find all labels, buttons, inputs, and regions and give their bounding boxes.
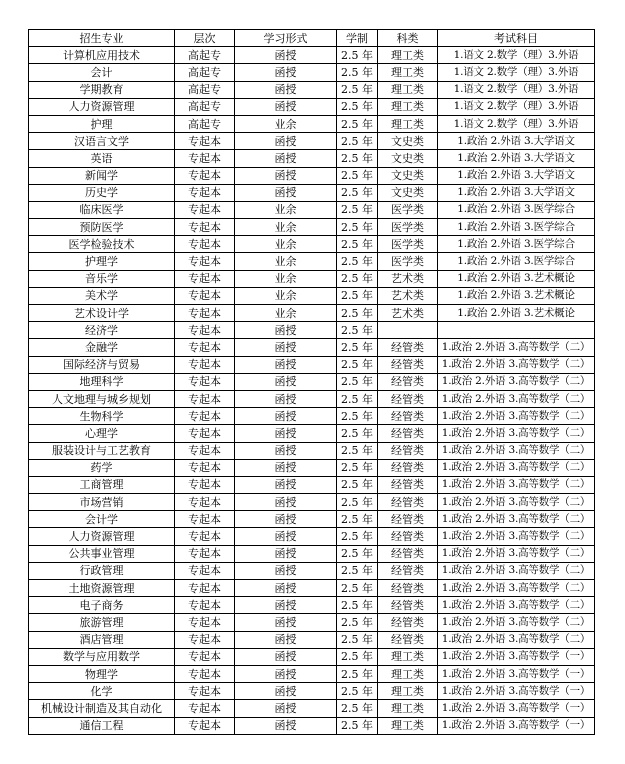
table-row bbox=[29, 614, 595, 631]
header-level: 层次 bbox=[175, 30, 235, 47]
cell-major: 护理学 bbox=[29, 253, 175, 270]
cell-duration: 2.5 年 bbox=[337, 287, 378, 304]
table-row bbox=[29, 700, 595, 717]
header-duration: 学制 bbox=[337, 30, 378, 47]
table-row bbox=[29, 270, 595, 287]
table-row bbox=[29, 322, 595, 339]
cell-level: 专起本 bbox=[175, 373, 235, 390]
cell-category: 医学类 bbox=[378, 219, 438, 236]
table-row bbox=[29, 339, 595, 356]
table-row bbox=[29, 167, 595, 184]
table-row bbox=[29, 459, 595, 476]
cell-level: 高起专 bbox=[175, 115, 235, 132]
cell-category: 文史类 bbox=[378, 150, 438, 167]
cell-duration: 2.5 年 bbox=[337, 150, 378, 167]
cell-level: 专起本 bbox=[175, 236, 235, 253]
cell-level: 专起本 bbox=[175, 390, 235, 407]
cell-category: 理工类 bbox=[378, 683, 438, 700]
cell-level: 专起本 bbox=[175, 511, 235, 528]
cell-duration: 2.5 年 bbox=[337, 390, 378, 407]
cell-duration: 2.5 年 bbox=[337, 580, 378, 597]
cell-exam-subjects: 1.政治 2.外语 3.医学综合 bbox=[438, 236, 595, 253]
cell-duration: 2.5 年 bbox=[337, 184, 378, 201]
cell-category: 医学类 bbox=[378, 236, 438, 253]
cell-level: 专起本 bbox=[175, 287, 235, 304]
cell-study-form: 函授 bbox=[235, 98, 337, 115]
cell-study-form: 函授 bbox=[235, 545, 337, 562]
cell-major: 音乐学 bbox=[29, 270, 175, 287]
cell-category: 经管类 bbox=[378, 511, 438, 528]
cell-exam-subjects: 1.语文 2.数学（理）3.外语 bbox=[438, 115, 595, 132]
cell-category: 理工类 bbox=[378, 47, 438, 64]
cell-major: 化学 bbox=[29, 683, 175, 700]
cell-exam-subjects: 1.语文 2.数学（理）3.外语 bbox=[438, 64, 595, 81]
cell-category: 经管类 bbox=[378, 614, 438, 631]
cell-category: 经管类 bbox=[378, 476, 438, 493]
cell-duration: 2.5 年 bbox=[337, 494, 378, 511]
table-row bbox=[29, 597, 595, 614]
cell-study-form: 函授 bbox=[235, 597, 337, 614]
cell-major: 心理学 bbox=[29, 425, 175, 442]
cell-study-form: 业余 bbox=[235, 236, 337, 253]
table-row bbox=[29, 494, 595, 511]
cell-major: 电子商务 bbox=[29, 597, 175, 614]
cell-level: 专起本 bbox=[175, 597, 235, 614]
cell-level: 专起本 bbox=[175, 665, 235, 682]
cell-duration: 2.5 年 bbox=[337, 562, 378, 579]
cell-major: 历史学 bbox=[29, 184, 175, 201]
cell-major: 工商管理 bbox=[29, 476, 175, 493]
cell-duration: 2.5 年 bbox=[337, 322, 378, 339]
cell-level: 高起专 bbox=[175, 64, 235, 81]
cell-duration: 2.5 年 bbox=[337, 167, 378, 184]
cell-study-form: 函授 bbox=[235, 717, 337, 734]
cell-major: 通信工程 bbox=[29, 717, 175, 734]
cell-exam-subjects: 1.政治 2.外语 3.高等数学（二） bbox=[438, 459, 595, 476]
table-body bbox=[29, 47, 595, 735]
cell-major: 美术学 bbox=[29, 287, 175, 304]
cell-major: 预防医学 bbox=[29, 219, 175, 236]
cell-study-form: 业余 bbox=[235, 201, 337, 218]
cell-duration: 2.5 年 bbox=[337, 511, 378, 528]
cell-major: 新闻学 bbox=[29, 167, 175, 184]
cell-major: 艺术设计学 bbox=[29, 305, 175, 322]
cell-category: 理工类 bbox=[378, 700, 438, 717]
cell-study-form: 业余 bbox=[235, 115, 337, 132]
cell-study-form: 函授 bbox=[235, 511, 337, 528]
cell-level: 专起本 bbox=[175, 683, 235, 700]
cell-major: 行政管理 bbox=[29, 562, 175, 579]
cell-duration: 2.5 年 bbox=[337, 270, 378, 287]
cell-exam-subjects: 1.政治 2.外语 3.大学语文 bbox=[438, 133, 595, 150]
table-row bbox=[29, 476, 595, 493]
cell-exam-subjects: 1.政治 2.外语 3.高等数学（二） bbox=[438, 631, 595, 648]
table-row bbox=[29, 219, 595, 236]
cell-major: 计算机应用技术 bbox=[29, 47, 175, 64]
cell-exam-subjects: 1.政治 2.外语 3.大学语文 bbox=[438, 184, 595, 201]
cell-level: 专起本 bbox=[175, 425, 235, 442]
table-row bbox=[29, 287, 595, 304]
cell-major: 临床医学 bbox=[29, 201, 175, 218]
cell-exam-subjects: 1.政治 2.外语 3.高等数学（二） bbox=[438, 494, 595, 511]
cell-study-form: 函授 bbox=[235, 631, 337, 648]
cell-exam-subjects: 1.政治 2.外语 3.高等数学（二） bbox=[438, 339, 595, 356]
cell-duration: 2.5 年 bbox=[337, 545, 378, 562]
cell-category: 经管类 bbox=[378, 562, 438, 579]
cell-duration: 2.5 年 bbox=[337, 683, 378, 700]
cell-exam-subjects: 1.政治 2.外语 3.高等数学（二） bbox=[438, 442, 595, 459]
cell-level: 专起本 bbox=[175, 167, 235, 184]
cell-level: 专起本 bbox=[175, 133, 235, 150]
cell-duration: 2.5 年 bbox=[337, 528, 378, 545]
cell-study-form: 函授 bbox=[235, 184, 337, 201]
table-row bbox=[29, 253, 595, 270]
enrollment-table bbox=[28, 29, 595, 735]
cell-study-form: 函授 bbox=[235, 81, 337, 98]
table-row bbox=[29, 305, 595, 322]
cell-study-form: 函授 bbox=[235, 133, 337, 150]
cell-category: 理工类 bbox=[378, 81, 438, 98]
cell-major: 市场营销 bbox=[29, 494, 175, 511]
cell-exam-subjects: 1.政治 2.外语 3.大学语文 bbox=[438, 150, 595, 167]
cell-category: 理工类 bbox=[378, 648, 438, 665]
cell-duration: 2.5 年 bbox=[337, 115, 378, 132]
cell-duration: 2.5 年 bbox=[337, 133, 378, 150]
cell-exam-subjects: 1.政治 2.外语 3.高等数学（二） bbox=[438, 373, 595, 390]
cell-level: 专起本 bbox=[175, 614, 235, 631]
cell-major: 数学与应用数学 bbox=[29, 648, 175, 665]
cell-level: 专起本 bbox=[175, 150, 235, 167]
cell-category: 文史类 bbox=[378, 167, 438, 184]
cell-duration: 2.5 年 bbox=[337, 700, 378, 717]
cell-exam-subjects: 1.政治 2.外语 3.医学综合 bbox=[438, 253, 595, 270]
cell-study-form: 函授 bbox=[235, 494, 337, 511]
cell-duration: 2.5 年 bbox=[337, 305, 378, 322]
cell-exam-subjects: 1.政治 2.外语 3.艺术概论 bbox=[438, 270, 595, 287]
table-row bbox=[29, 442, 595, 459]
cell-category: 经管类 bbox=[378, 631, 438, 648]
cell-exam-subjects: 1.政治 2.外语 3.医学综合 bbox=[438, 219, 595, 236]
cell-exam-subjects: 1.政治 2.外语 3.高等数学（二） bbox=[438, 511, 595, 528]
cell-study-form: 函授 bbox=[235, 339, 337, 356]
cell-duration: 2.5 年 bbox=[337, 459, 378, 476]
cell-category: 经管类 bbox=[378, 408, 438, 425]
cell-duration: 2.5 年 bbox=[337, 64, 378, 81]
cell-duration: 2.5 年 bbox=[337, 648, 378, 665]
cell-level: 专起本 bbox=[175, 494, 235, 511]
cell-study-form: 函授 bbox=[235, 476, 337, 493]
cell-duration: 2.5 年 bbox=[337, 356, 378, 373]
cell-major: 服装设计与工艺教育 bbox=[29, 442, 175, 459]
cell-study-form: 函授 bbox=[235, 150, 337, 167]
cell-major: 人力资源管理 bbox=[29, 98, 175, 115]
cell-category: 医学类 bbox=[378, 253, 438, 270]
cell-level: 专起本 bbox=[175, 356, 235, 373]
cell-duration: 2.5 年 bbox=[337, 253, 378, 270]
cell-major: 汉语言文学 bbox=[29, 133, 175, 150]
table-row bbox=[29, 580, 595, 597]
cell-category: 经管类 bbox=[378, 339, 438, 356]
cell-level: 专起本 bbox=[175, 459, 235, 476]
cell-exam-subjects: 1.政治 2.外语 3.高等数学（二） bbox=[438, 614, 595, 631]
cell-study-form: 函授 bbox=[235, 322, 337, 339]
cell-study-form: 函授 bbox=[235, 665, 337, 682]
cell-level: 专起本 bbox=[175, 648, 235, 665]
cell-exam-subjects: 1.政治 2.外语 3.高等数学（二） bbox=[438, 580, 595, 597]
cell-exam-subjects: 1.政治 2.外语 3.高等数学（二） bbox=[438, 356, 595, 373]
cell-duration: 2.5 年 bbox=[337, 47, 378, 64]
cell-duration: 2.5 年 bbox=[337, 339, 378, 356]
table-row bbox=[29, 390, 595, 407]
cell-category: 经管类 bbox=[378, 528, 438, 545]
table-row bbox=[29, 201, 595, 218]
table-row bbox=[29, 528, 595, 545]
header-major: 招生专业 bbox=[29, 30, 175, 47]
table-row bbox=[29, 373, 595, 390]
cell-category: 文史类 bbox=[378, 184, 438, 201]
table-row bbox=[29, 631, 595, 648]
cell-category: 理工类 bbox=[378, 665, 438, 682]
cell-level: 专起本 bbox=[175, 700, 235, 717]
header-exam-subjects: 考试科目 bbox=[438, 30, 595, 47]
cell-major: 英语 bbox=[29, 150, 175, 167]
cell-exam-subjects: 1.政治 2.外语 3.艺术概论 bbox=[438, 287, 595, 304]
cell-exam-subjects: 1.政治 2.外语 3.高等数学（二） bbox=[438, 528, 595, 545]
cell-study-form: 函授 bbox=[235, 442, 337, 459]
cell-level: 专起本 bbox=[175, 305, 235, 322]
cell-exam-subjects: 1.政治 2.外语 3.高等数学（二） bbox=[438, 425, 595, 442]
table-row bbox=[29, 356, 595, 373]
cell-study-form: 函授 bbox=[235, 614, 337, 631]
cell-exam-subjects: 1.政治 2.外语 3.高等数学（一） bbox=[438, 683, 595, 700]
table-row bbox=[29, 184, 595, 201]
cell-level: 专起本 bbox=[175, 562, 235, 579]
cell-category bbox=[378, 322, 438, 339]
table-row bbox=[29, 115, 595, 132]
cell-major: 地理科学 bbox=[29, 373, 175, 390]
header-study-form: 学习形式 bbox=[235, 30, 337, 47]
cell-duration: 2.5 年 bbox=[337, 631, 378, 648]
cell-exam-subjects: 1.政治 2.外语 3.高等数学（二） bbox=[438, 390, 595, 407]
cell-level: 专起本 bbox=[175, 201, 235, 218]
cell-category: 经管类 bbox=[378, 425, 438, 442]
cell-exam-subjects: 1.政治 2.外语 3.医学综合 bbox=[438, 201, 595, 218]
cell-study-form: 函授 bbox=[235, 425, 337, 442]
table-row bbox=[29, 81, 595, 98]
cell-exam-subjects: 1.政治 2.外语 3.大学语文 bbox=[438, 167, 595, 184]
cell-category: 经管类 bbox=[378, 442, 438, 459]
cell-exam-subjects: 1.政治 2.外语 3.高等数学（一） bbox=[438, 700, 595, 717]
cell-category: 医学类 bbox=[378, 201, 438, 218]
cell-major: 土地资源管理 bbox=[29, 580, 175, 597]
cell-major: 旅游管理 bbox=[29, 614, 175, 631]
cell-major: 会计学 bbox=[29, 511, 175, 528]
cell-study-form: 业余 bbox=[235, 253, 337, 270]
cell-major: 酒店管理 bbox=[29, 631, 175, 648]
cell-category: 经管类 bbox=[378, 390, 438, 407]
table-row bbox=[29, 665, 595, 682]
cell-level: 专起本 bbox=[175, 631, 235, 648]
table-row bbox=[29, 648, 595, 665]
cell-duration: 2.5 年 bbox=[337, 236, 378, 253]
cell-major: 护理 bbox=[29, 115, 175, 132]
table-row bbox=[29, 98, 595, 115]
cell-study-form: 函授 bbox=[235, 390, 337, 407]
cell-study-form: 函授 bbox=[235, 580, 337, 597]
cell-study-form: 函授 bbox=[235, 683, 337, 700]
cell-level: 专起本 bbox=[175, 442, 235, 459]
table-row bbox=[29, 545, 595, 562]
cell-study-form: 函授 bbox=[235, 528, 337, 545]
cell-level: 专起本 bbox=[175, 253, 235, 270]
table-row bbox=[29, 133, 595, 150]
cell-level: 专起本 bbox=[175, 528, 235, 545]
cell-study-form: 函授 bbox=[235, 47, 337, 64]
cell-major: 人文地理与城乡规划 bbox=[29, 390, 175, 407]
cell-duration: 2.5 年 bbox=[337, 98, 378, 115]
cell-study-form: 业余 bbox=[235, 305, 337, 322]
cell-major: 机械设计制造及其自动化 bbox=[29, 700, 175, 717]
cell-duration: 2.5 年 bbox=[337, 201, 378, 218]
cell-exam-subjects: 1.语文 2.数学（理）3.外语 bbox=[438, 81, 595, 98]
cell-major: 生物科学 bbox=[29, 408, 175, 425]
table-row bbox=[29, 511, 595, 528]
cell-category: 理工类 bbox=[378, 98, 438, 115]
cell-study-form: 函授 bbox=[235, 700, 337, 717]
cell-study-form: 函授 bbox=[235, 356, 337, 373]
cell-exam-subjects: 1.语文 2.数学（理）3.外语 bbox=[438, 47, 595, 64]
cell-study-form: 函授 bbox=[235, 562, 337, 579]
cell-duration: 2.5 年 bbox=[337, 597, 378, 614]
cell-category: 理工类 bbox=[378, 717, 438, 734]
cell-category: 经管类 bbox=[378, 459, 438, 476]
cell-study-form: 函授 bbox=[235, 373, 337, 390]
cell-exam-subjects: 1.政治 2.外语 3.高等数学（二） bbox=[438, 545, 595, 562]
cell-study-form: 函授 bbox=[235, 648, 337, 665]
cell-level: 专起本 bbox=[175, 322, 235, 339]
cell-duration: 2.5 年 bbox=[337, 717, 378, 734]
cell-exam-subjects: 1.语文 2.数学（理）3.外语 bbox=[438, 98, 595, 115]
table-header-row bbox=[29, 30, 595, 47]
cell-major: 人力资源管理 bbox=[29, 528, 175, 545]
cell-category: 经管类 bbox=[378, 356, 438, 373]
cell-level: 专起本 bbox=[175, 270, 235, 287]
cell-category: 理工类 bbox=[378, 64, 438, 81]
cell-study-form: 函授 bbox=[235, 459, 337, 476]
cell-level: 专起本 bbox=[175, 339, 235, 356]
cell-major: 金融学 bbox=[29, 339, 175, 356]
cell-major: 会计 bbox=[29, 64, 175, 81]
table-row bbox=[29, 562, 595, 579]
cell-level: 专起本 bbox=[175, 476, 235, 493]
cell-duration: 2.5 年 bbox=[337, 476, 378, 493]
cell-category: 经管类 bbox=[378, 545, 438, 562]
cell-category: 经管类 bbox=[378, 373, 438, 390]
cell-duration: 2.5 年 bbox=[337, 219, 378, 236]
cell-exam-subjects: 1.政治 2.外语 3.高等数学（一） bbox=[438, 665, 595, 682]
cell-category: 艺术类 bbox=[378, 305, 438, 322]
table-row bbox=[29, 425, 595, 442]
header-category: 科类 bbox=[378, 30, 438, 47]
cell-duration: 2.5 年 bbox=[337, 408, 378, 425]
cell-exam-subjects: 1.政治 2.外语 3.艺术概论 bbox=[438, 305, 595, 322]
cell-duration: 2.5 年 bbox=[337, 373, 378, 390]
cell-major: 公共事业管理 bbox=[29, 545, 175, 562]
cell-level: 高起专 bbox=[175, 47, 235, 64]
cell-study-form: 业余 bbox=[235, 270, 337, 287]
cell-exam-subjects bbox=[438, 322, 595, 339]
cell-major: 国际经济与贸易 bbox=[29, 356, 175, 373]
cell-exam-subjects: 1.政治 2.外语 3.高等数学（二） bbox=[438, 597, 595, 614]
cell-study-form: 业余 bbox=[235, 287, 337, 304]
table-row bbox=[29, 683, 595, 700]
cell-exam-subjects: 1.政治 2.外语 3.高等数学（二） bbox=[438, 562, 595, 579]
cell-exam-subjects: 1.政治 2.外语 3.高等数学（二） bbox=[438, 476, 595, 493]
cell-exam-subjects: 1.政治 2.外语 3.高等数学（一） bbox=[438, 717, 595, 734]
cell-study-form: 业余 bbox=[235, 219, 337, 236]
table-row bbox=[29, 717, 595, 734]
cell-duration: 2.5 年 bbox=[337, 442, 378, 459]
cell-duration: 2.5 年 bbox=[337, 81, 378, 98]
cell-category: 经管类 bbox=[378, 494, 438, 511]
cell-level: 专起本 bbox=[175, 184, 235, 201]
cell-category: 艺术类 bbox=[378, 287, 438, 304]
cell-duration: 2.5 年 bbox=[337, 614, 378, 631]
table-row bbox=[29, 47, 595, 64]
table-row bbox=[29, 64, 595, 81]
cell-major: 学期教育 bbox=[29, 81, 175, 98]
table-row bbox=[29, 236, 595, 253]
table-row bbox=[29, 408, 595, 425]
cell-category: 理工类 bbox=[378, 115, 438, 132]
cell-level: 高起专 bbox=[175, 98, 235, 115]
cell-exam-subjects: 1.政治 2.外语 3.高等数学（一） bbox=[438, 648, 595, 665]
cell-exam-subjects: 1.政治 2.外语 3.高等数学（二） bbox=[438, 408, 595, 425]
cell-category: 经管类 bbox=[378, 597, 438, 614]
cell-level: 专起本 bbox=[175, 580, 235, 597]
cell-category: 文史类 bbox=[378, 133, 438, 150]
cell-duration: 2.5 年 bbox=[337, 665, 378, 682]
cell-category: 艺术类 bbox=[378, 270, 438, 287]
cell-level: 专起本 bbox=[175, 545, 235, 562]
cell-study-form: 函授 bbox=[235, 408, 337, 425]
cell-category: 经管类 bbox=[378, 580, 438, 597]
table-row bbox=[29, 150, 595, 167]
cell-study-form: 函授 bbox=[235, 167, 337, 184]
cell-major: 物理学 bbox=[29, 665, 175, 682]
cell-major: 药学 bbox=[29, 459, 175, 476]
cell-major: 经济学 bbox=[29, 322, 175, 339]
cell-level: 专起本 bbox=[175, 219, 235, 236]
cell-study-form: 函授 bbox=[235, 64, 337, 81]
cell-major: 医学检验技术 bbox=[29, 236, 175, 253]
cell-level: 专起本 bbox=[175, 408, 235, 425]
cell-level: 专起本 bbox=[175, 717, 235, 734]
cell-duration: 2.5 年 bbox=[337, 425, 378, 442]
cell-level: 高起专 bbox=[175, 81, 235, 98]
